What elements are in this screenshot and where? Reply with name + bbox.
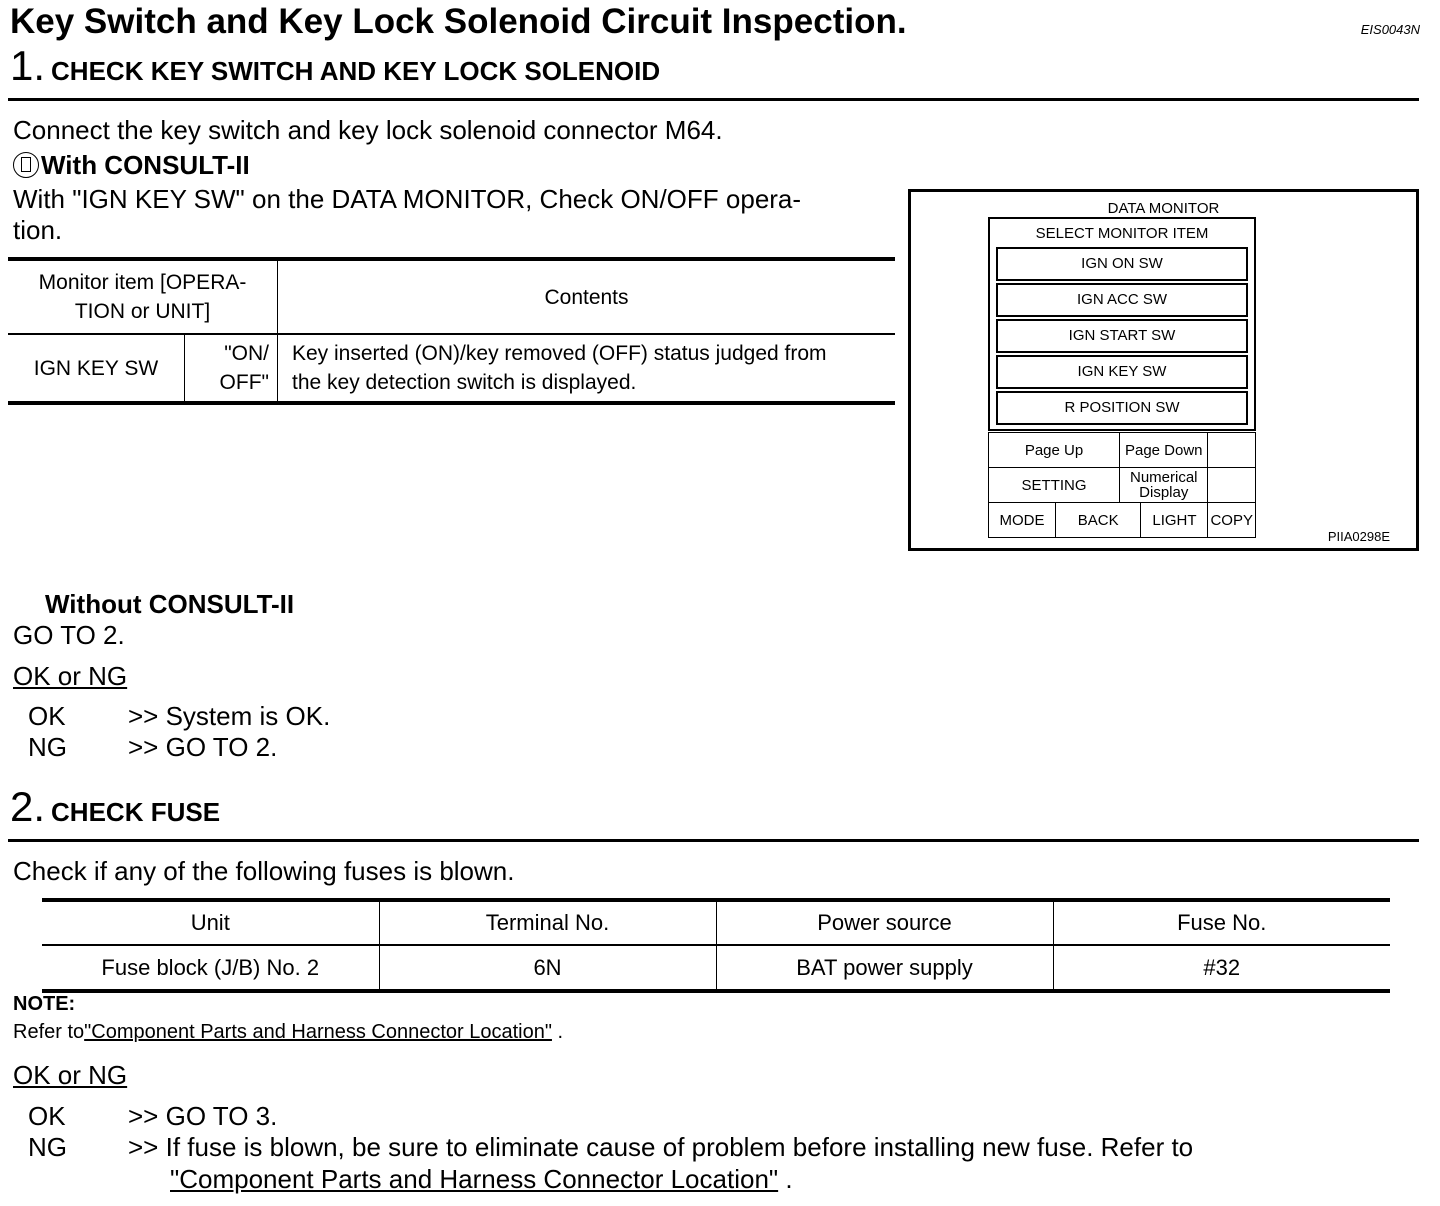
blank-button-2 — [1208, 468, 1256, 503]
consult-instruction-line1: With "IGN KEY SW" on the DATA MONITOR, Check ON/OFF opera- — [13, 184, 802, 214]
step-1-title: CHECK KEY SWITCH AND KEY LOCK SOLENOID — [51, 56, 661, 86]
ng-suffix: . — [778, 1164, 793, 1194]
step-1-divider — [8, 98, 1419, 101]
result-key: OK — [28, 1101, 66, 1131]
blank-button-1 — [1208, 433, 1256, 468]
copy-button: COPY — [1208, 503, 1256, 538]
setting-button: SETTING — [989, 468, 1120, 503]
light-button: LIGHT — [1141, 503, 1208, 538]
note-label: NOTE: — [13, 993, 76, 1015]
mode-button: MODE — [989, 503, 1056, 538]
figure-subtitle: SELECT MONITOR ITEM — [1035, 225, 1209, 242]
fuse-table — [42, 898, 1390, 993]
without-consult-heading: Without CONSULT-II — [45, 589, 295, 619]
result-text: >> GO TO 3. — [128, 1101, 278, 1131]
monitor-item-ign-key-sw: IGN KEY SW — [996, 355, 1248, 389]
result-text: >> If fuse is blown, be sure to eliminate cause of problem before installing new fuse. Refer to — [128, 1132, 1194, 1162]
step-2-ng-link-line — [170, 1164, 793, 1195]
monitor-item-ign-start-sw: IGN START SW — [996, 319, 1248, 353]
step-1-goto: GO TO 2. — [13, 620, 125, 650]
result-text: >> System is OK. — [128, 701, 331, 731]
step-2-intro: Check if any of the following fuses is blown. — [13, 856, 515, 886]
monitor-contents-line1: Key inserted (ON)/key removed (OFF) status judged from — [292, 342, 827, 365]
page-up-button: Page Up — [989, 433, 1120, 468]
result-key: NG — [28, 1132, 67, 1162]
result-key: NG — [28, 732, 67, 762]
monitor-contents-cell — [278, 334, 896, 403]
page-down-button: Page Down — [1120, 433, 1208, 468]
page-title: Key Switch and Key Lock Solenoid Circuit Inspection. — [10, 2, 907, 41]
step-2-number: 2. — [10, 783, 46, 830]
step-1-result-ng — [0, 732, 1440, 763]
power-source-header: Power source — [716, 900, 1053, 945]
step-2-result-ok — [0, 1101, 1440, 1132]
step-2-divider — [8, 839, 1419, 842]
consult-instruction-line2: tion. — [13, 215, 63, 245]
consult-icon — [13, 152, 39, 178]
table-row — [42, 945, 1390, 991]
monitor-item-header-line2: TION or UNIT] — [74, 300, 211, 323]
figure-screen — [988, 217, 1256, 431]
monitor-item-table — [8, 257, 895, 405]
monitor-item-header — [8, 259, 278, 334]
note-prefix: Refer to — [13, 1021, 85, 1043]
monitor-item-header-line1: Monitor item [OPERA- — [38, 271, 247, 294]
figure-code: PIIA0298E — [1327, 529, 1390, 544]
component-location-link[interactable]: "Component Parts and Harness Connector Location" — [84, 1021, 552, 1043]
terminal-header: Terminal No. — [379, 900, 716, 945]
step-2-ok-ng: OK or NG — [13, 1060, 128, 1090]
with-consult-label: With CONSULT-II — [41, 150, 250, 180]
unit-cell: Fuse block (J/B) No. 2 — [42, 945, 379, 991]
step-1-intro: Connect the key switch and key lock solenoid connector M64. — [13, 115, 723, 145]
monitor-value-line2: OFF" — [219, 371, 269, 394]
step-1-result-ok — [0, 701, 1440, 732]
numerical-display-button — [1120, 468, 1208, 503]
terminal-cell: 6N — [379, 945, 716, 991]
monitor-contents-line2: the key detection switch is displayed. — [292, 371, 637, 394]
step-1-heading — [10, 44, 660, 88]
step-1-number: 1. — [10, 42, 46, 89]
note-suffix: . — [551, 1021, 564, 1043]
step-1-ok-ng: OK or NG — [13, 661, 128, 691]
table-row — [8, 334, 895, 403]
unit-header: Unit — [42, 900, 379, 945]
numerical-line2: Display — [1139, 484, 1189, 501]
figure-button-grid — [988, 432, 1256, 538]
monitor-item-r-position-sw: R POSITION SW — [996, 391, 1248, 425]
result-text: >> GO TO 2. — [128, 732, 278, 762]
back-button: BACK — [1056, 503, 1141, 538]
numerical-line1: Numerical — [1130, 469, 1198, 486]
monitor-value-line1: "ON/ — [224, 342, 269, 365]
monitor-item-ign-acc-sw: IGN ACC SW — [996, 283, 1248, 317]
figure-title: DATA MONITOR — [1107, 200, 1220, 217]
step-2-heading — [10, 785, 220, 829]
power-source-cell: BAT power supply — [716, 945, 1053, 991]
contents-header: Contents — [278, 259, 896, 334]
monitor-item-ign-on-sw: IGN ON SW — [996, 247, 1248, 281]
document-code: EIS0043N — [1360, 22, 1420, 37]
data-monitor-figure — [908, 189, 1419, 551]
component-location-link-2[interactable]: "Component Parts and Harness Connector Location" — [170, 1164, 779, 1194]
fuse-table-header — [42, 900, 1390, 945]
step-2-title: CHECK FUSE — [51, 797, 221, 827]
fuse-no-header: Fuse No. — [1053, 900, 1390, 945]
result-key: OK — [28, 701, 66, 731]
step-2-result-ng — [0, 1132, 1440, 1163]
note-text — [13, 1021, 563, 1044]
fuse-no-cell: #32 — [1053, 945, 1390, 991]
monitor-value-cell — [185, 334, 278, 403]
with-consult-heading — [13, 150, 250, 181]
table-header-row — [8, 259, 895, 334]
monitor-item-cell: IGN KEY SW — [8, 334, 185, 403]
